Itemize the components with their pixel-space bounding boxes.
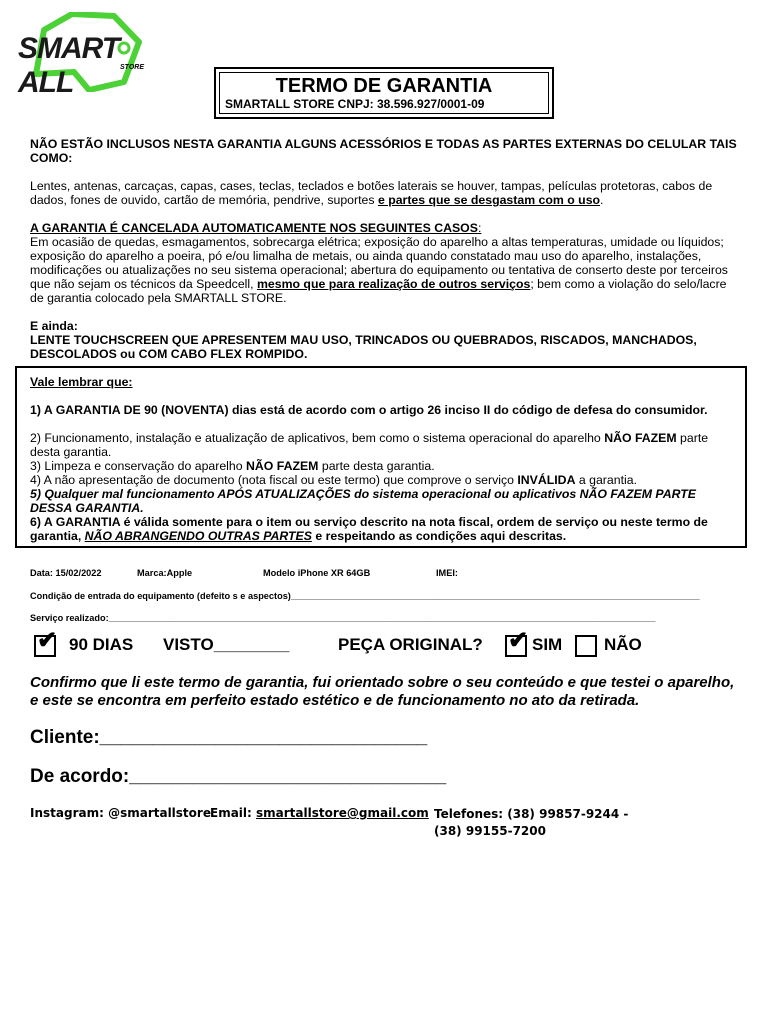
confirmation-text: Confirmo que li este termo de garantia, fui orientado sobre o seu conteúdo e que testei o aparelho, e este se encontra em perfeito estado estético e de funcionamento no ato da retirada. <box>30 674 735 709</box>
imei-field[interactable]: IMEI: <box>436 568 458 578</box>
days-checkbox[interactable] <box>34 627 58 657</box>
visto-field[interactable]: VISTO________ <box>163 635 290 654</box>
service-field[interactable]: Serviço realizado:___________________________________________________________________________________________________________ <box>30 613 656 623</box>
remember-heading: Vale lembrar que: <box>30 375 133 389</box>
sim-checkbox[interactable] <box>505 627 529 657</box>
ainda-label: E ainda: <box>30 319 78 333</box>
email-link[interactable]: smartallstore@gmail.com <box>256 806 429 820</box>
remember-item-6: 6) A GARANTIA é válida somente para o item ou serviço descrito na nota fiscal, ordem de serviço ou neste termo de garantia, NÃO ABRANGENDO OUTRAS PARTES e respeitando as condições aqui descritas. <box>30 515 708 543</box>
remember-item-5: 5) Qualquer mal funcionamento APÓS ATUALIZAÇÕES do sistema operacional ou aplicativos NÃO FAZEM PARTE DESSA GARANTIA. <box>30 487 696 515</box>
nao-checkbox[interactable] <box>575 635 597 657</box>
condition-field[interactable]: Condição de entrada do equipamento (defeito s e aspectos)________________________________________________________________________________ <box>30 591 700 601</box>
checkmark-icon: ✔ <box>508 627 529 654</box>
nao-label: NÃO <box>604 635 642 654</box>
days-label: 90 DIAS <box>69 635 134 654</box>
client-signature-line[interactable]: Cliente:_______________________________ <box>30 727 428 748</box>
ainda-text: LENTE TOUCHSCREEN QUE APRESENTEM MAU USO, TRINCADOS OU QUEBRADOS, RISCADOS, MANCHADOS, DESCOLADOS ou COM CABO FLEX ROMPIDO. <box>30 333 697 361</box>
phone-numbers: Telefones: (38) 99857-9244 - (38) 99155-7200 <box>434 807 629 838</box>
cancel-text: Em ocasião de quedas, esmagamentos, sobrecarga elétrica; exposição do aparelho a altas temperaturas, umidade ou líquidos; exposição do aparelho a poeira, pó e/ou limalha de metais, ou ainda quando constatado mau uso do aparelho, instalações, modificações ou atualizações no seu sistema operacional; abertura do equipamento ou tentativa de conserto deste por terceiros que não sejam os técnicos da Speedcell, mesmo que para realização de outros serviços; bem como a violação do selo/lacre de garantia colocado pela SMARTALL STORE. <box>30 235 728 305</box>
sim-label: SIM <box>532 635 563 654</box>
cancel-heading: A GARANTIA É CANCELADA AUTOMATICAMENTE NOS SEGUINTES CASOS: <box>30 221 482 235</box>
cancel-emphasis: mesmo que para realização de outros serviços <box>256 277 531 291</box>
title-box <box>214 67 554 119</box>
brand-field[interactable]: Marca:Apple <box>137 568 193 578</box>
document-title: TERMO DE GARANTIA <box>275 75 493 97</box>
checkmark-icon: ✔ <box>37 627 58 654</box>
remember-item-4: 4) A não apresentação de documento (nota fiscal ou este termo) que comprove o serviço INVÁLIDA a garantia. <box>30 473 637 487</box>
exclusions-text: Lentes, antenas, carcaças, capas, cases, teclas, teclados e botões laterais se houver, tampas, películas protetoras, cabos de dados, fones de ouvido, cartão de memória, pendrive, suportes e partes que se desgastam com o uso. <box>30 179 713 207</box>
remember-item-1: 1) A GARANTIA DE 90 (NOVENTA) dias está de acordo com o artigo 26 inciso II do código de defesa do consumidor. <box>30 403 708 417</box>
original-question: PEÇA ORIGINAL? <box>338 635 483 654</box>
agree-signature-line[interactable]: De acordo:______________________________ <box>30 766 447 787</box>
date-field[interactable]: Data: 15/02/2022 <box>30 568 102 578</box>
remember-item-2: 2) Funcionamento, instalação e atualização de aplicativos, bem como o sistema operacional do aparelho NÃO FAZEM parte desta garantia. <box>30 431 709 459</box>
logo-subtext: STORE <box>120 64 144 71</box>
instagram-handle: Instagram: @smartallstore <box>30 806 211 820</box>
logo-text: SMART ALL <box>18 32 120 99</box>
email-contact: Email: smartallstore@gmail.com <box>210 806 429 820</box>
exclusions-heading: NÃO ESTÃO INCLUSOS NESTA GARANTIA ALGUNS ACESSÓRIOS E TODAS AS PARTES EXTERNAS DO CELULAR TAIS COMO: <box>30 137 737 165</box>
company-cnpj: SMARTALL STORE CNPJ: 38.596.927/0001-09 <box>225 97 485 111</box>
model-field[interactable]: Modelo iPhone XR 64GB <box>263 568 371 578</box>
logo <box>14 12 154 99</box>
remember-item-3: 3) Limpeza e conservação do aparelho NÃO FAZEM parte desta garantia. <box>30 459 435 473</box>
remember-box <box>15 366 747 548</box>
exclusions-emphasis: e partes que se desgastam com o uso <box>377 193 601 207</box>
